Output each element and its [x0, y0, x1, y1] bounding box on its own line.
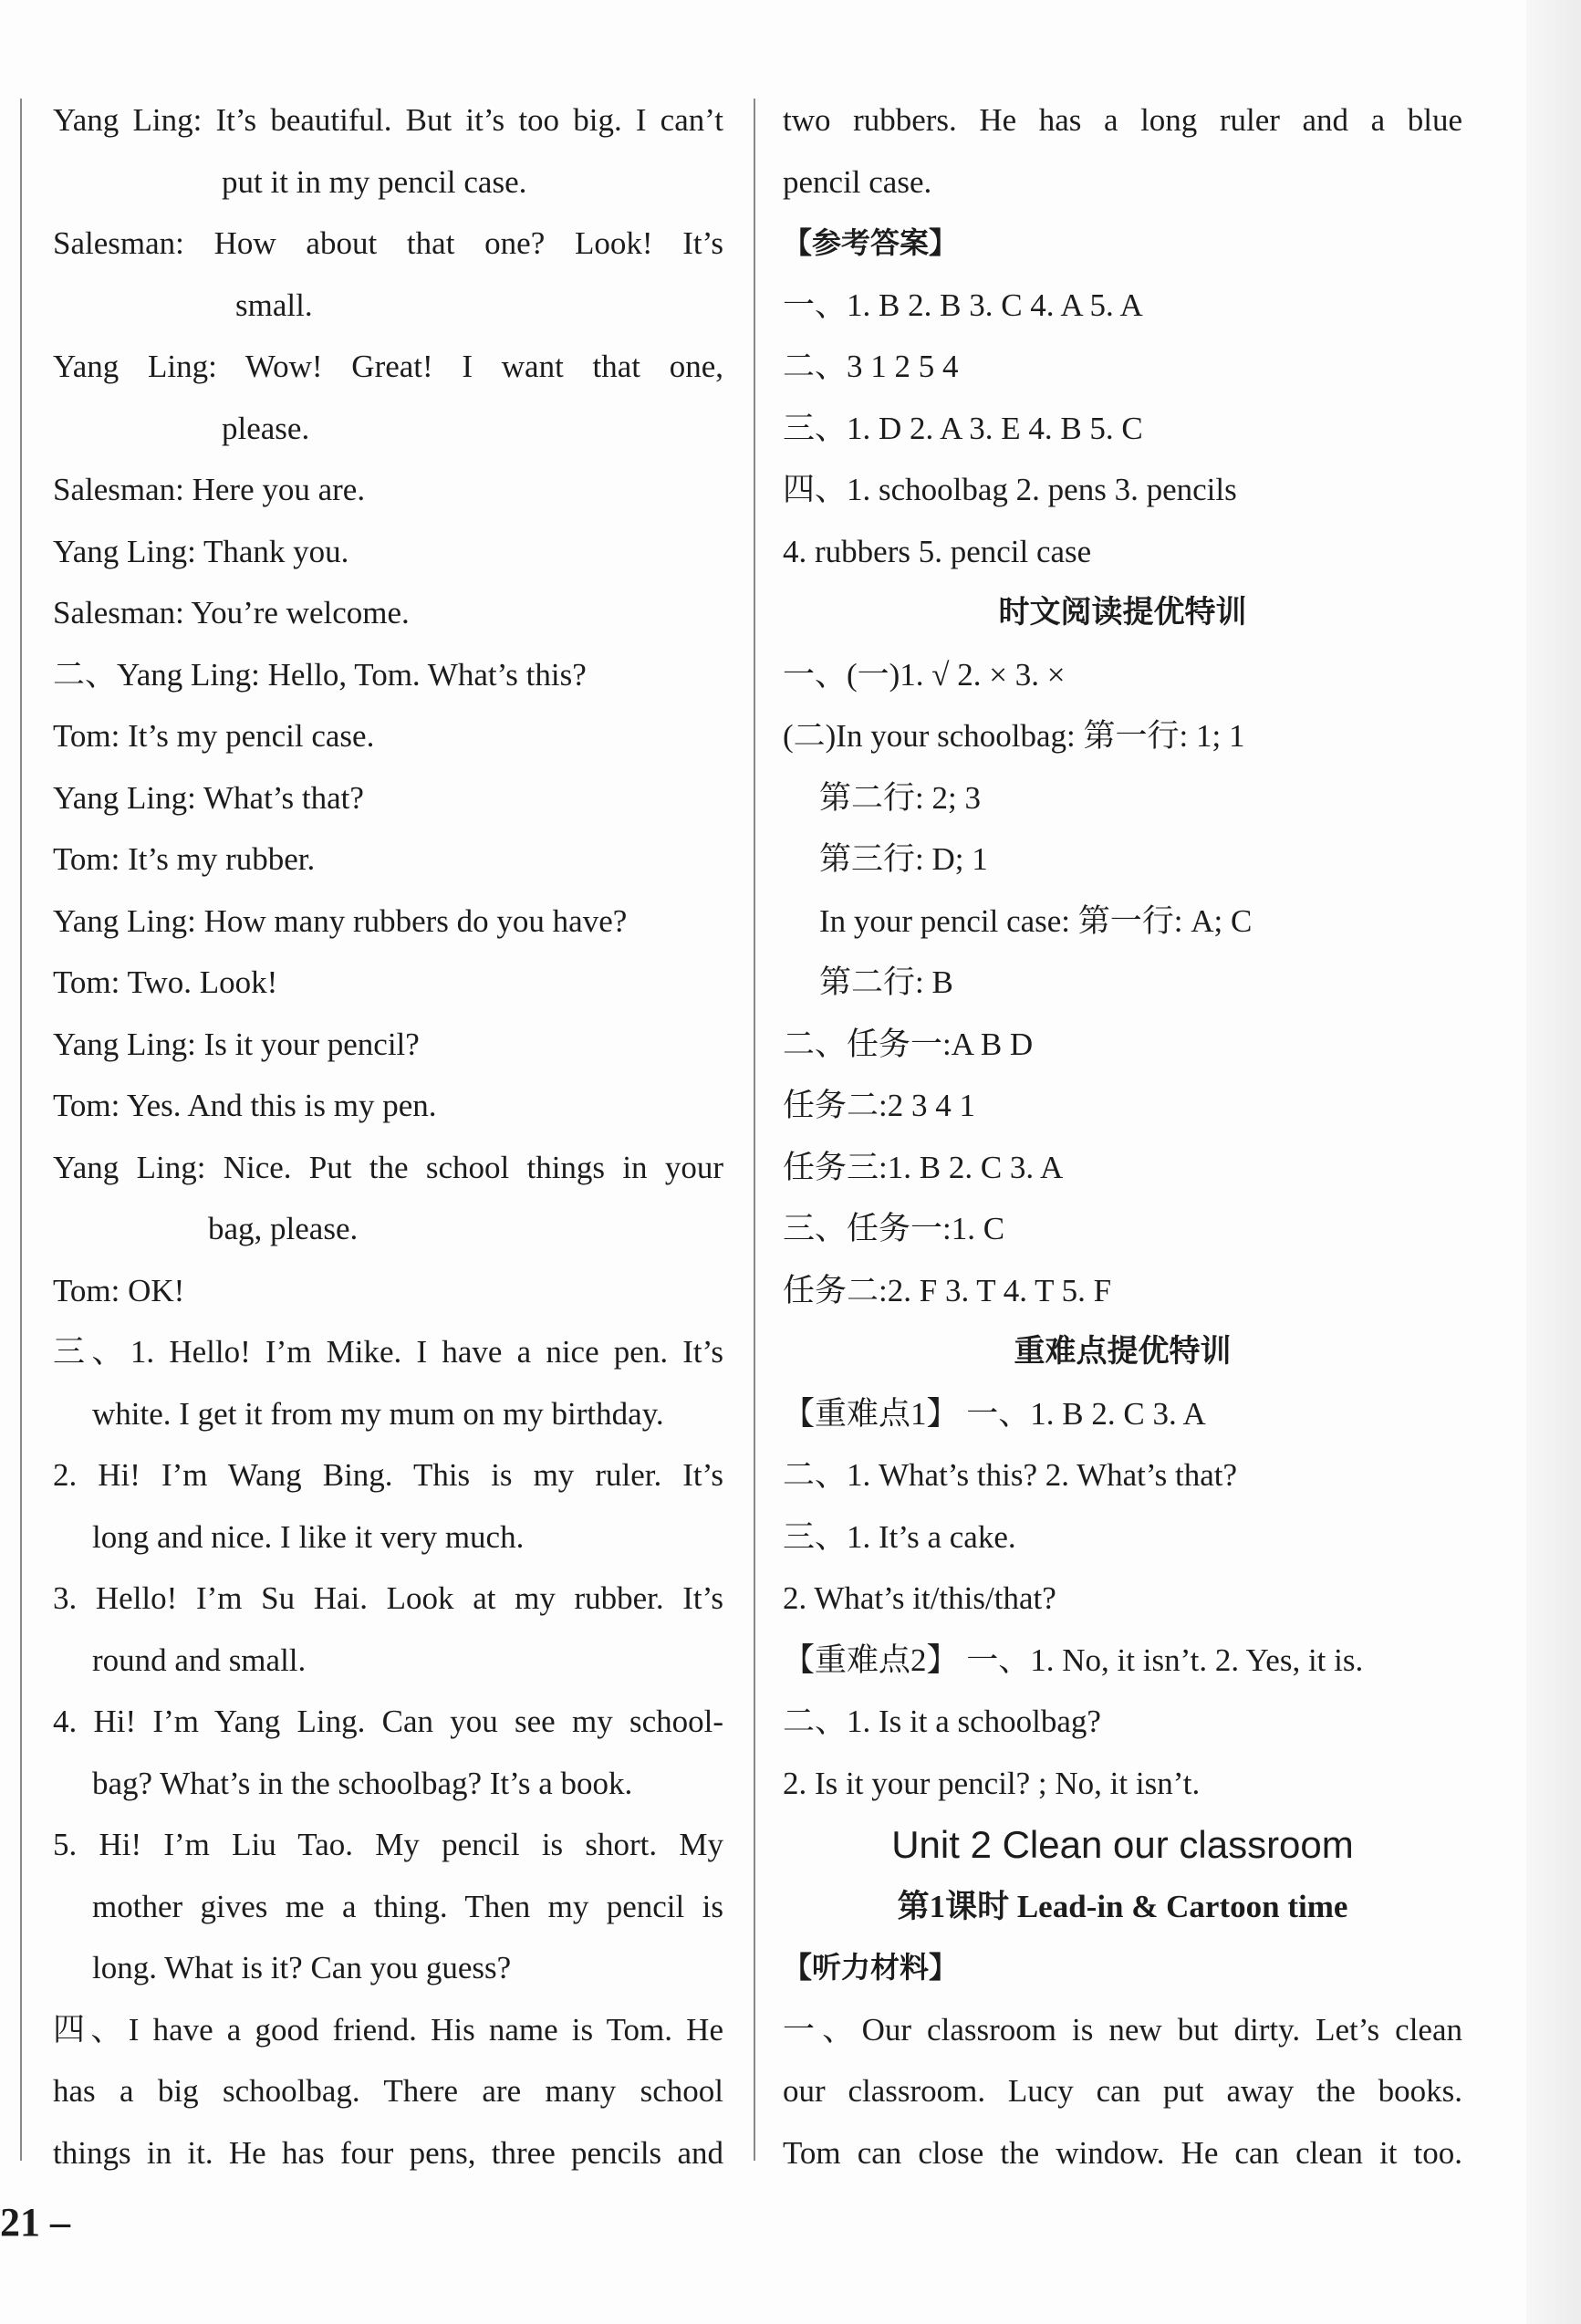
left-text-line: Tom: It’s my pencil case. [53, 718, 375, 754]
right-text-line: 重难点提优特训 [1014, 1333, 1232, 1370]
right-text-line: (二)In your schoolbag: 第一行: 1; 1 [783, 718, 1245, 754]
right-column [783, 89, 1462, 2183]
right-text-line: 2. Is it your pencil? ; No, it isn’t. [783, 1765, 1201, 1801]
left-text-line: 二、Yang Ling: Hello, Tom. What’s this? [53, 656, 587, 693]
left-text-line: please. [222, 410, 310, 446]
right-text-line: 时文阅读提优特训 [998, 594, 1247, 631]
left-text-line: has a big schoolbag. There are many school [53, 2073, 723, 2109]
right-text-line: 二、1. What’s this? 2. What’s that? [783, 1457, 1238, 1493]
left-column [53, 89, 723, 2183]
column-divider [754, 99, 755, 2161]
right-text-line: Tom can close the window. He can clean it too. [783, 2134, 1462, 2171]
right-text-line: 【重难点2】 一、1. No, it isn’t. 2. Yes, it is. [783, 1641, 1364, 1678]
left-text-line: 2. Hi! I’m Wang Bing. This is my ruler. It’s [53, 1457, 723, 1493]
right-text-line: 一、Our classroom is new but dirty. Let’s clean [783, 2011, 1462, 2048]
right-text-line: 二、1. Is it a schoolbag? [783, 1704, 1101, 1739]
right-text-line: 任务三:1. B 2. C 3. A [783, 1149, 1064, 1185]
left-text-line: Salesman: How about that one? Look! It’s [53, 225, 723, 261]
right-text-line: Unit 2 Clean our classroom [891, 1823, 1354, 1866]
right-text-line: pencil case. [783, 163, 932, 200]
right-text-line: 一、1. B 2. B 3. C 4. A 5. A [783, 287, 1143, 323]
left-text-line: bag, please. [208, 1211, 359, 1246]
right-text-line: 三、1. D 2. A 3. E 4. B 5. C [783, 410, 1143, 446]
right-text-line: two rubbers. He has a long ruler and a blue [783, 102, 1462, 138]
right-text-line: 三、1. It’s a cake. [783, 1518, 1016, 1555]
page-number: 21 – [0, 2200, 70, 2245]
right-text-line: 任务二:2. F 3. T 4. T 5. F [783, 1272, 1112, 1308]
right-text-line: 第三行: D; 1 [819, 841, 988, 877]
right-text-line: 任务二:2 3 4 1 [783, 1088, 975, 1123]
right-text-line: our classroom. Lucy can put away the books. [783, 2073, 1462, 2109]
page-edge-shadow [1526, 0, 1581, 2324]
right-text-line: 三、任务一:1. C [783, 1211, 1005, 1246]
left-text-line: Tom: It’s my rubber. [53, 841, 316, 877]
right-text-line: 2. What’s it/this/that? [783, 1580, 1056, 1616]
left-text-line: Yang Ling: Wow! Great! I want that one, [53, 349, 723, 384]
left-text-line: put it in my pencil case. [222, 163, 527, 200]
left-text-line: round and small. [92, 1641, 307, 1678]
left-text-line: Salesman: You’re welcome. [53, 595, 410, 631]
left-text-line: Tom: OK! [53, 1272, 185, 1308]
left-text-line: Tom: Two. Look! [53, 964, 278, 1000]
right-text-line: 二、任务一:A B D [783, 1026, 1034, 1062]
left-text-line: long. What is it? Can you guess? [92, 1950, 512, 1985]
right-text-line: 第1课时 Lead-in & Cartoon time [897, 1888, 1348, 1924]
left-text-line: long and nice. I like it very much. [92, 1518, 525, 1555]
left-text-line: Yang Ling: Is it your pencil? [53, 1026, 420, 1062]
left-text-line: 三、1. Hello! I’m Mike. I have a nice pen. It’s [53, 1334, 723, 1370]
left-text-line: Yang Ling: It’s beautiful. But it’s too big. I can’t [53, 102, 723, 138]
right-text-line: 【参考答案】 [783, 225, 959, 260]
right-text-line: 第二行: 2; 3 [819, 779, 981, 816]
right-text-line: 第二行: B [819, 964, 953, 1000]
left-text-line: white. I get it from my mum on my birthday. [92, 1395, 664, 1432]
left-text-line: Yang Ling: Thank you. [53, 533, 349, 569]
left-text-line: Salesman: Here you are. [53, 472, 366, 507]
left-text-line: 4. Hi! I’m Yang Ling. Can you see my school- [53, 1704, 723, 1739]
left-text-line: Yang Ling: What’s that? [53, 779, 364, 816]
left-text-line: things in it. He has four pens, three pencils and [53, 2134, 723, 2171]
right-text-line: 4. rubbers 5. pencil case [783, 533, 1092, 569]
left-text-line: 四、I have a good friend. His name is Tom. He [53, 2011, 723, 2048]
right-text-line: 二、3 1 2 5 4 [783, 349, 959, 384]
right-text-line: In your pencil case: 第一行: A; C [819, 902, 1253, 939]
right-text-line: 四、1. schoolbag 2. pens 3. pencils [783, 472, 1237, 507]
left-margin-rule [20, 99, 22, 2161]
left-text-line: Tom: Yes. And this is my pen. [53, 1088, 437, 1123]
left-text-line: Yang Ling: How many rubbers do you have? [53, 902, 628, 939]
left-text-line: Yang Ling: Nice. Put the school things in your [53, 1149, 723, 1185]
left-text-line: 5. Hi! I’m Liu Tao. My pencil is short. My [53, 1827, 723, 1862]
right-text-line: 一、(一)1. √ 2. × 3. × [783, 656, 1066, 693]
right-text-line: 【听力材料】 [783, 1950, 959, 1985]
right-text-line: 【重难点1】 一、1. B 2. C 3. A [783, 1395, 1206, 1432]
left-text-line: small. [235, 287, 313, 323]
left-text-line: 3. Hello! I’m Su Hai. Look at my rubber. It’s [53, 1580, 723, 1616]
left-text-line: mother gives me a thing. Then my pencil is [92, 1888, 723, 1924]
left-text-line: bag? What’s in the schoolbag? It’s a book. [92, 1765, 633, 1801]
